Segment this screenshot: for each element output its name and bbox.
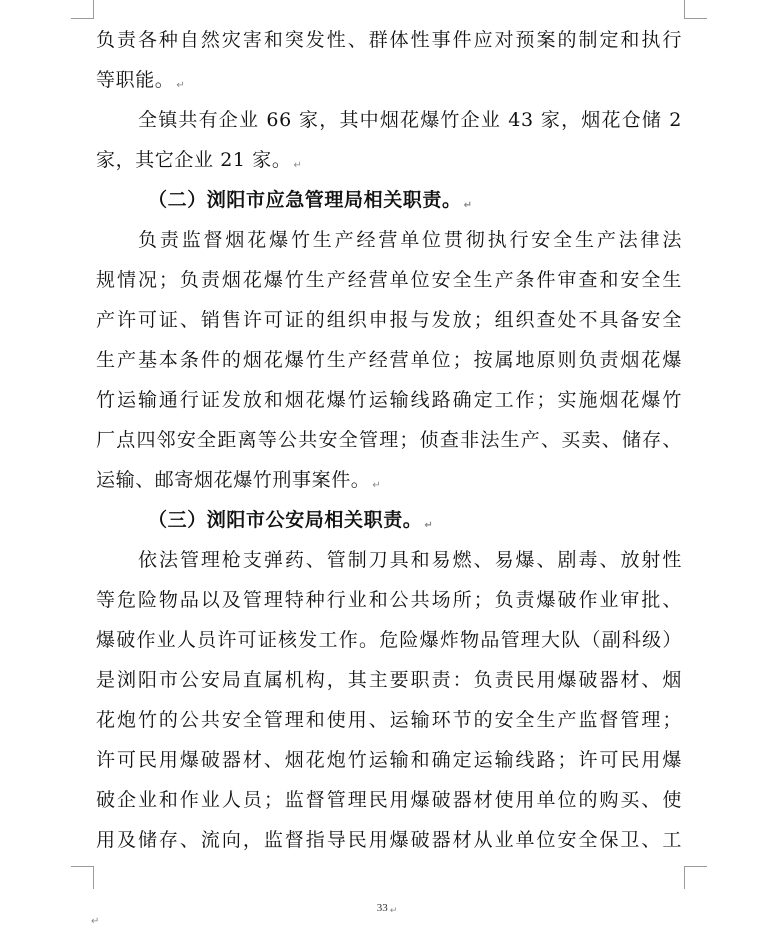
- line-text: 依法管理枪支弹药、管制刀具和易燃、易爆、剧毒、放射性: [138, 549, 682, 571]
- text-line: [96, 540, 682, 580]
- paragraph-mark-icon: ↵: [293, 160, 302, 171]
- text-line: [96, 700, 682, 740]
- crop-mark-bottom-right: [684, 866, 707, 889]
- text-line: [96, 620, 682, 660]
- text-line: [96, 380, 682, 420]
- paragraph-mark-icon: ↵: [389, 906, 398, 916]
- heading-text: （二）浏阳市应急管理局相关职责。: [148, 189, 462, 211]
- text-line: [96, 660, 682, 700]
- text-line: [96, 260, 682, 300]
- page-number: [0, 902, 774, 916]
- crop-mark-top-left: [71, 0, 94, 19]
- text-line: [96, 60, 682, 100]
- line-text: 负责各种自然灾害和突发性、群体性事件应对预案的制定和执行: [96, 29, 682, 51]
- text-line: [96, 340, 682, 380]
- page-number-text: 33: [376, 902, 388, 914]
- line-text: 花炮竹的公共安全管理和使用、运输环节的安全生产监督管理；: [96, 709, 682, 731]
- line-text: 厂点四邻安全距离等公共安全管理；侦查非法生产、买卖、储存、: [96, 429, 682, 451]
- paragraph-mark-icon: ↵: [372, 480, 381, 491]
- paragraph-mark-icon: ↵: [424, 520, 433, 531]
- crop-mark-top-right: [684, 0, 707, 19]
- line-text: 运输、邮寄烟花爆竹刑事案件。: [96, 469, 371, 491]
- line-text: 规情况；负责烟花爆竹生产经营单位安全生产条件审查和安全生: [96, 269, 682, 291]
- section-heading: [96, 180, 682, 220]
- line-text: 爆破作业人员许可证核发工作。危险爆炸物品管理大队（副科级）: [96, 629, 682, 651]
- text-line: [96, 780, 682, 820]
- line-text: 许可民用爆破器材、烟花炮竹运输和确定运输线路；许可民用爆: [96, 749, 682, 771]
- text-line: [96, 820, 682, 860]
- line-text: 等危险物品以及管理特种行业和公共场所；负责爆破作业审批、: [96, 589, 682, 611]
- line-text: 竹运输通行证发放和烟花爆竹运输线路确定工作；实施烟花爆竹: [96, 389, 682, 411]
- paragraph-mark-icon: ↵: [463, 200, 472, 211]
- paragraph-mark-icon: ↵: [91, 916, 100, 927]
- line-text: 用及储存、流向，监督指导民用爆破器材从业单位安全保卫、工: [96, 829, 682, 851]
- text-line: [96, 20, 682, 60]
- line-text: 生产基本条件的烟花爆竹生产经营单位；按属地原则负责烟花爆: [96, 349, 682, 371]
- text-line: [96, 300, 682, 340]
- text-line: [96, 420, 682, 460]
- document-body[interactable]: [96, 20, 682, 860]
- line-text: 等职能。: [96, 69, 175, 91]
- section-heading: [96, 500, 682, 540]
- line-text: 全镇共有企业 66 家，其中烟花爆竹企业 43 家，烟花仓储 2: [138, 109, 682, 131]
- text-line: [96, 140, 682, 180]
- text-line: [96, 580, 682, 620]
- line-text: 是浏阳市公安局直属机构，其主要职责：负责民用爆破器材、烟: [96, 669, 682, 691]
- text-line: [96, 740, 682, 780]
- text-line: [96, 460, 682, 500]
- heading-text: （三）浏阳市公安局相关职责。: [148, 509, 423, 531]
- line-text: 产许可证、销售许可证的组织申报与发放；组织查处不具备安全: [96, 309, 682, 331]
- crop-mark-bottom-left: [71, 866, 94, 889]
- line-text: 家，其它企业 21 家。: [96, 149, 292, 171]
- line-text: 负责监督烟花爆竹生产经营单位贯彻执行安全生产法律法: [138, 229, 682, 251]
- paragraph-mark-icon: ↵: [176, 80, 185, 91]
- text-line: [96, 220, 682, 260]
- line-text: 破企业和作业人员；监督管理民用爆破器材使用单位的购买、使: [96, 789, 682, 811]
- text-line: [96, 100, 682, 140]
